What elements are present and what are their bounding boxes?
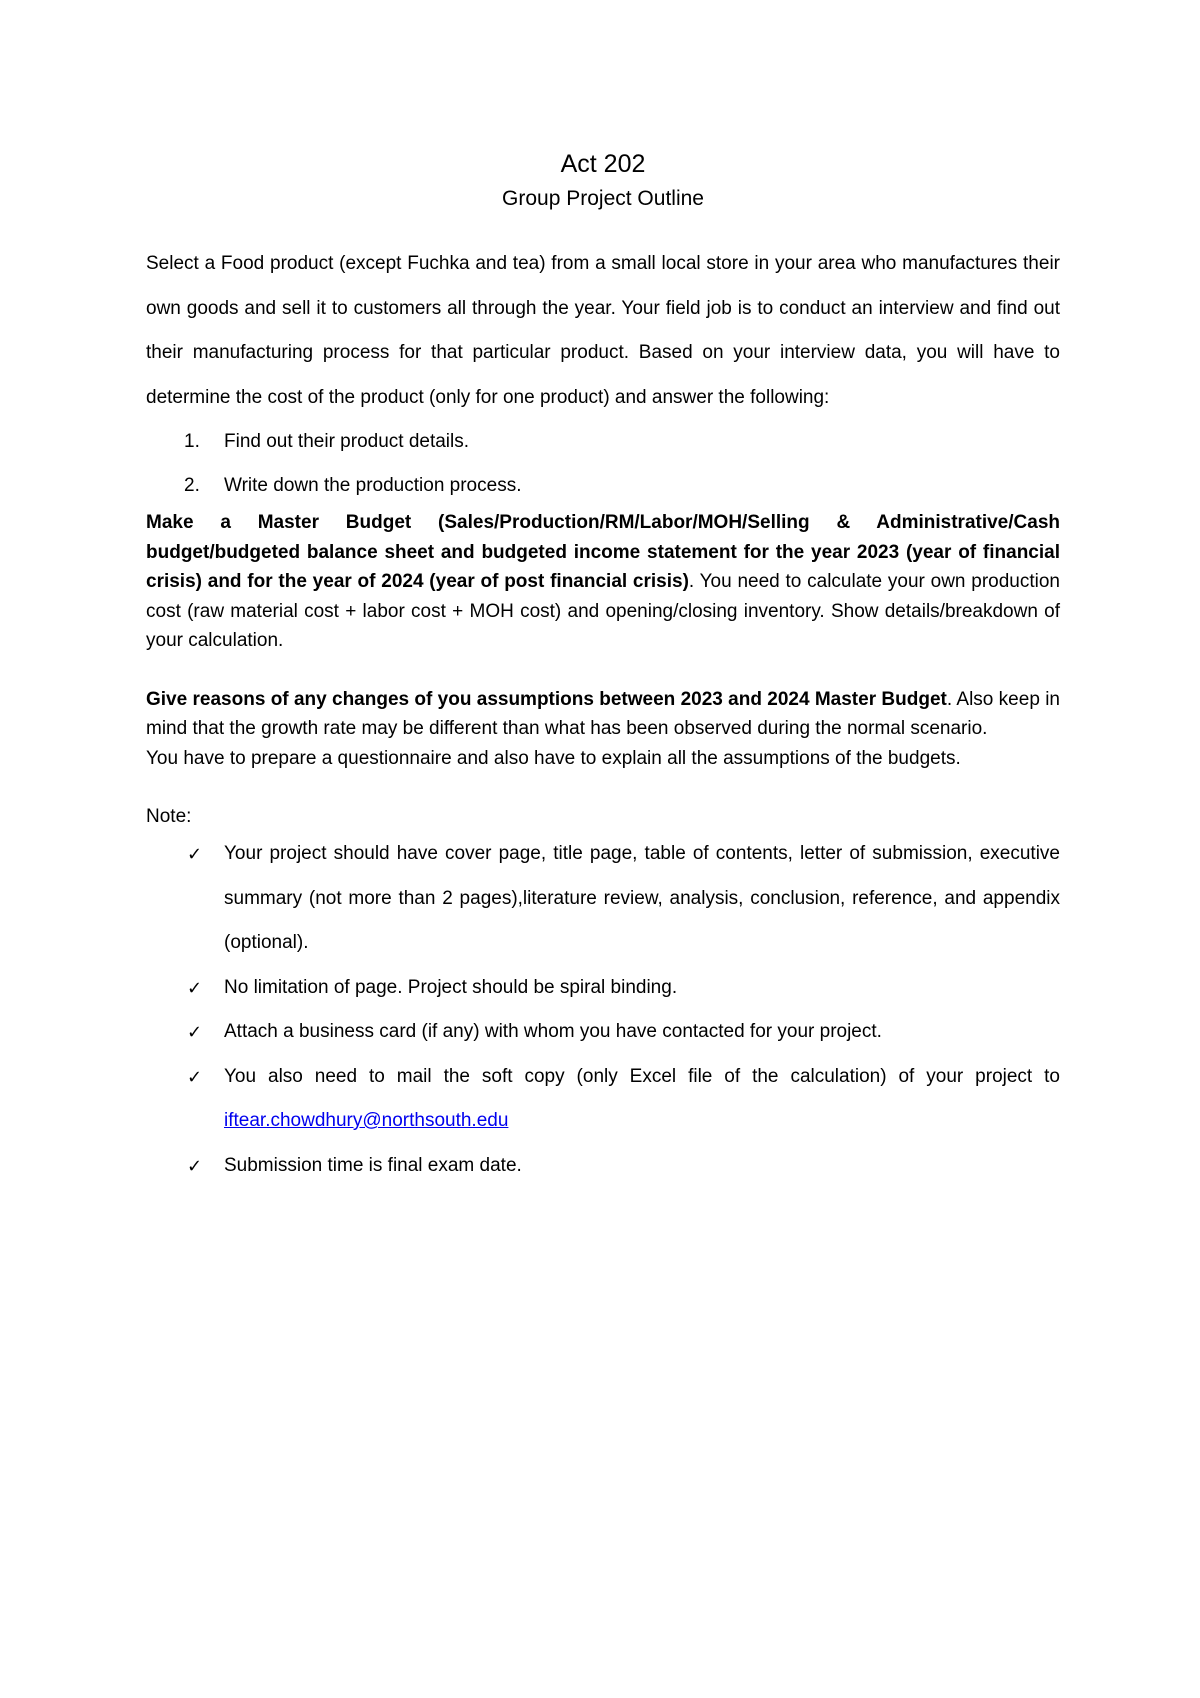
list-item [146, 420, 1060, 464]
questionnaire-paragraph: You have to prepare a questionnaire and also have to explain all the assumptions of the budgets. [146, 747, 961, 769]
list-item-text: Find out their product details. [224, 431, 470, 452]
list-item [146, 1144, 1060, 1189]
checkmark-icon: ✓ [187, 977, 203, 998]
note-text: Submission time is final exam date. [224, 1154, 522, 1176]
list-item [146, 966, 1060, 1011]
note-text: Attach a business card (if any) with whom you have contacted for your project. [224, 1021, 882, 1042]
checkmark-icon: ✓ [187, 1066, 203, 1087]
reasons-rest-text: . Also keep in mind that the growth rate may be different than what has been observed during the normal scenario. [146, 688, 1060, 739]
list-number: 1. [184, 431, 200, 452]
note-text: You also need to mail the soft copy (only Excel file of the calculation) of your project to [224, 1065, 1060, 1087]
list-item [146, 464, 1060, 508]
checkmark-icon: ✓ [187, 1022, 203, 1042]
budget-paragraph [146, 508, 1060, 656]
email-link[interactable]: iftear.chowdhury@northsouth.edu [224, 1110, 509, 1131]
reasons-bold-text: Give reasons of any changes of you assumptions between 2023 and 2024 Master Budget [146, 688, 947, 710]
budget-rest-text: . You need to calculate your own production cost (raw material cost + labor cost + MOH cost) and opening/closing inventory. Show details/breakdown of your calculation. [146, 571, 1060, 651]
spacer [146, 656, 1060, 685]
note-text: Your project should have cover page, title page, table of contents, letter of submission, executive summary (not more than 2 pages),literature review, analysis, conclusion, reference, and appendix (optional). [224, 843, 1060, 953]
page-title: Act 202 [560, 150, 646, 178]
list-number: 2. [184, 475, 200, 496]
list-item [146, 1055, 1060, 1144]
document-body [146, 146, 1060, 1188]
budget-bold-text: Make a Master Budget (Sales/Production/RM/Labor/MOH/Selling & Administrative/Cash budget/budgeted balance sheet and budgeted income statement for the year 2023 (year of financial crisis) and for the year of 2024 (year of post financial crisis) [146, 512, 1060, 592]
spacer [146, 773, 1060, 802]
reasons-paragraph [146, 685, 1060, 744]
steps-list [146, 420, 1060, 508]
list-item [146, 1010, 1060, 1055]
checkmark-icon: ✓ [187, 1155, 203, 1176]
notes-list [146, 832, 1060, 1188]
note-label: Note: [146, 806, 192, 827]
note-text: No limitation of page. Project should be spiral binding. [224, 976, 678, 998]
list-item-text: Write down the production process. [224, 475, 522, 496]
intro-paragraph: Select a Food product (except Fuchka and tea) from a small local store in your area who manufactures their own goods and sell it to customers all through the year. Your field job is to conduct an interview and find out their manufacturing process for that particular product. Based on your interview data, you will have to determine the cost of the product (only for one product) and answer the following: [146, 253, 1060, 408]
checkmark-icon: ✓ [187, 844, 203, 864]
list-item [146, 832, 1060, 966]
page-subtitle: Group Project Outline [502, 187, 704, 210]
